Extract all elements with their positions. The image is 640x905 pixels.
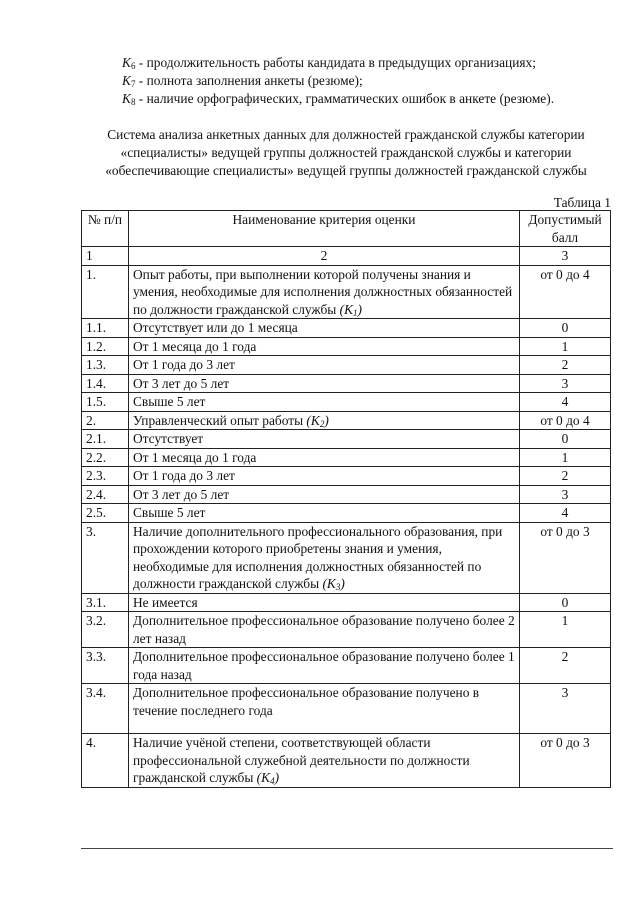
row-score: 3 (520, 485, 611, 504)
row-criterion (129, 448, 520, 467)
row-number: 1.5. (82, 393, 129, 412)
section-title: Система анализа анкетных данных для должностей гражданской службы категории «специалисты» ведущей группы должностей гражданской службы и категории «обеспечивающие специалисты» ведущей группы должностей гражданской службы (105, 127, 587, 178)
table-row (82, 612, 611, 648)
row-number: 2.5. (82, 504, 129, 523)
table-row (82, 430, 611, 449)
row-number: 2.2. (82, 448, 129, 467)
criterion-text: Дополнительное профессиональное образование получено более 1 года назад (133, 649, 515, 682)
criterion-code: $(K_4)$ (256, 770, 280, 786)
row-score: 2 (520, 648, 611, 684)
row-criterion (129, 430, 520, 449)
criterion-text: Не имеется (133, 594, 198, 610)
row-score: 1 (520, 448, 611, 467)
header-score: Допустимый балл (520, 211, 611, 247)
table-row (82, 411, 611, 430)
row-score: 1 (520, 612, 611, 648)
criterion-code: $(K_1)$ (339, 301, 363, 318)
row-number: 1.1. (82, 319, 129, 338)
criterion-text: Наличие дополнительного профессионального образования, при прохождении которого приобретены знания и умения, необходимые для исполнения должностных обязанностей по должности гражданской службы (133, 523, 503, 591)
criterion-code-letter: K (326, 576, 336, 591)
criterion-text: От 3 лет до 5 лет (133, 486, 230, 502)
table-row (82, 319, 611, 338)
row-criterion (129, 393, 520, 412)
criterion-text: От 1 года до 3 лет (133, 357, 235, 372)
row-score: от 0 до 3 (520, 734, 611, 788)
row-score: 4 (520, 393, 611, 412)
row-score: 3 (520, 374, 611, 393)
row-criterion (129, 522, 520, 593)
table-row (82, 734, 611, 788)
table-row (82, 504, 611, 523)
row-criterion (129, 684, 520, 734)
column-number: 2 (129, 247, 520, 266)
row-score: 0 (520, 319, 611, 338)
criterion-text: От 1 года до 3 лет (133, 468, 235, 483)
criterion-text: От 1 месяца до 1 года (133, 449, 257, 465)
criterion-code-letter: K (344, 301, 354, 317)
criterion-text: Отсутствует или до 1 месяца (133, 320, 298, 335)
table-row (82, 467, 611, 486)
criterion-code-index: 2 (319, 418, 325, 429)
column-number: 3 (520, 247, 611, 266)
row-number: 1.4. (82, 374, 129, 393)
criterion-code: $(K_3)$ (322, 576, 345, 592)
row-score: 4 (520, 504, 611, 523)
table-row (82, 593, 611, 612)
row-number: 4. (82, 734, 129, 788)
row-score: 2 (520, 467, 611, 486)
header-num: № п/п (82, 211, 129, 247)
criterion-text: От 3 лет до 5 лет (133, 375, 230, 391)
row-criterion (129, 265, 520, 319)
criterion-code-index: 1 (353, 307, 358, 318)
footer-rule (81, 848, 613, 849)
table-column-numbers-row (82, 247, 611, 266)
row-score: 0 (520, 430, 611, 449)
criterion-code-letter: K (310, 412, 320, 428)
criterion-text: Дополнительное профессиональное образование получено более 2 лет назад (133, 613, 515, 646)
criterion-text: Свыше 5 лет (133, 505, 206, 520)
criterion-text: Опыт работы, при выполнении которой получены знания и умения, необходимые для исполнения должностных обязанностей по должности гражданской службы (133, 266, 513, 317)
criteria-definitions (122, 54, 554, 107)
criterion-text: От 1 месяца до 1 года (133, 338, 257, 354)
row-number: 2.1. (82, 430, 129, 449)
table-row (82, 684, 611, 734)
row-criterion (129, 411, 520, 430)
row-score: от 0 до 4 (520, 265, 611, 319)
row-score: 1 (520, 337, 611, 356)
header-name: Наименование критерия оценки (129, 211, 520, 247)
row-criterion (129, 374, 520, 393)
definition-line: $K_8$ - наличие орфографических, грамматических ошибок в анкете (резюме). (122, 90, 555, 107)
row-number: 3.4. (82, 684, 129, 734)
criterion-code: $(K_2)$ (306, 412, 329, 429)
criteria-table (81, 210, 611, 788)
table-row (82, 337, 611, 356)
criterion-text: Управленческий опыт работы (133, 412, 307, 428)
column-number: 1 (82, 247, 129, 266)
row-criterion (129, 612, 520, 648)
definition-line: $K_6$ - продолжительность работы кандидата в предыдущих организациях; (122, 55, 536, 71)
row-number: 1.3. (82, 356, 129, 375)
table-row (82, 448, 611, 467)
row-number: 3. (82, 522, 129, 593)
row-criterion (129, 648, 520, 684)
row-number: 2. (82, 411, 129, 430)
criterion-code-index: 3 (335, 582, 341, 592)
row-criterion (129, 337, 520, 356)
criterion-text: Дополнительное профессиональное образование получено в течение последнего года (133, 685, 480, 718)
criterion-text: Свыше 5 лет (133, 394, 206, 409)
row-criterion (129, 356, 520, 375)
criterion-code-letter: K (261, 770, 271, 785)
row-number: 2.3. (82, 467, 129, 486)
row-score: 0 (520, 593, 611, 612)
row-score: 3 (520, 684, 611, 734)
row-criterion (129, 593, 520, 612)
table-row (82, 485, 611, 504)
table-row (82, 374, 611, 393)
row-number: 1.2. (82, 337, 129, 356)
row-criterion (129, 504, 520, 523)
table-caption: Таблица 1 (553, 195, 611, 210)
row-number: 1. (82, 265, 129, 319)
row-number: 3.1. (82, 593, 129, 612)
criterion-text: Отсутствует (133, 431, 204, 446)
row-number: 2.4. (82, 485, 129, 504)
row-criterion (129, 485, 520, 504)
criterion-code-index: 4 (270, 776, 275, 786)
table-row (82, 393, 611, 412)
row-score: от 0 до 4 (520, 411, 611, 430)
row-criterion (129, 319, 520, 338)
definition-line: $K_7$ - полнота заполнения анкеты (резюме); (122, 72, 363, 89)
row-criterion (129, 734, 520, 788)
table-header-row (82, 211, 611, 247)
table-row (82, 265, 611, 319)
row-number: 3.2. (82, 612, 129, 648)
row-score: от 0 до 3 (520, 522, 611, 593)
row-number: 3.3. (82, 648, 129, 684)
row-criterion (129, 467, 520, 486)
table-row (82, 356, 611, 375)
table-row (82, 522, 611, 593)
row-score: 2 (520, 356, 611, 375)
table-row (82, 648, 611, 684)
criterion-text: Наличие учёной степени, соответствующей области профессиональной служебной деятельности по должности гражданской службы (133, 735, 470, 785)
